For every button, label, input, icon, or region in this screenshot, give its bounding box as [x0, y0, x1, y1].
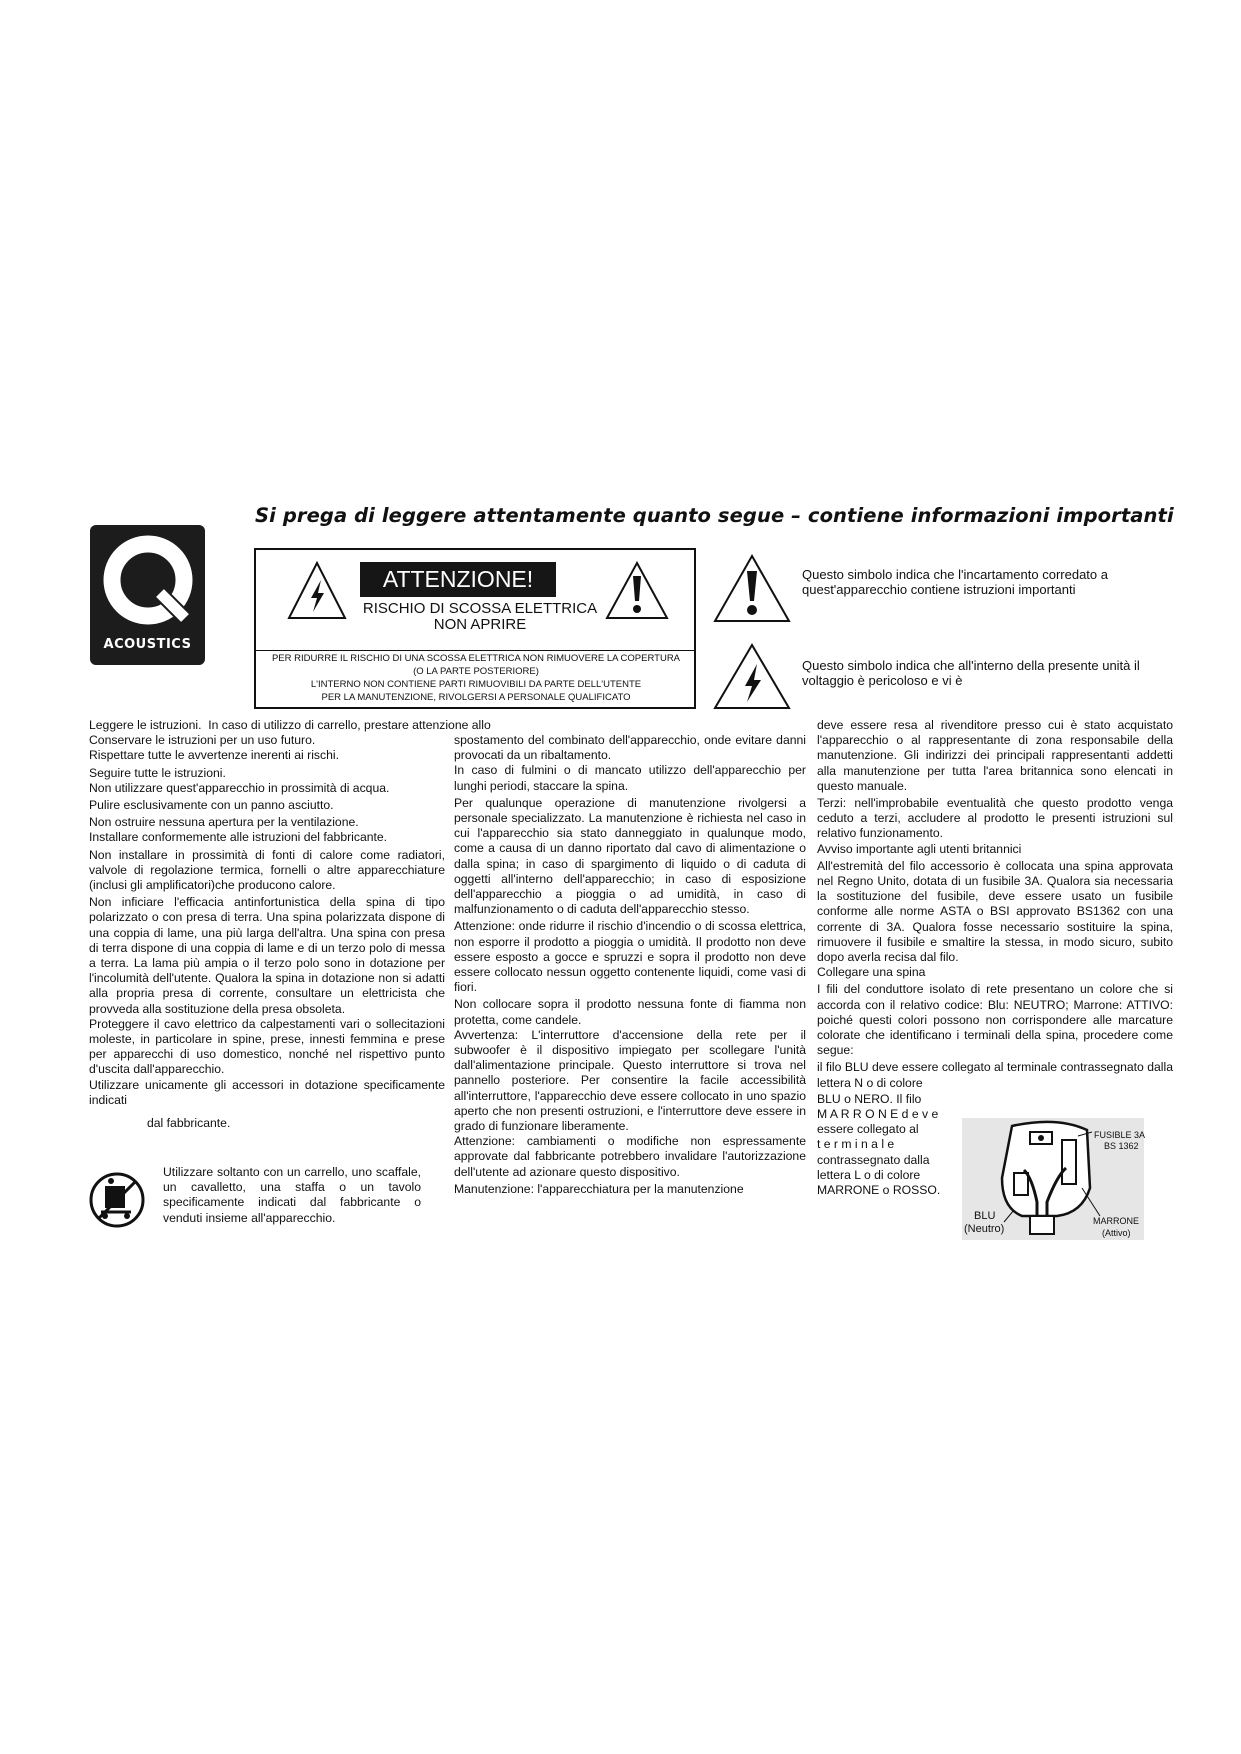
col3-para-return: deve essere resa al rivenditore presso cui è stato acquistato l'apparecchio o al rappresentante di zona responsabile della manutenzione. Gli indirizzi dei principali rappresentanti addetti alla manutenzione per tutta l'area britannica sono elencati in questo manuale.	[817, 718, 1173, 793]
col1-line-6: Pulire esclusivamente con un panno asciutto.	[89, 798, 334, 813]
blue-label: BLU	[974, 1210, 996, 1222]
col1-line-8: Installare conformemente alle istruzioni del fabbricante.	[89, 830, 388, 845]
logo-text: ACOUSTICS	[103, 637, 192, 652]
col1-line-7: Non ostruire nessuna apertura per la ventilazione.	[89, 815, 359, 830]
plug-diagram	[962, 1118, 1144, 1240]
col2-para-service: Per qualunque operazione di manutenzione rivolgersi a personale specializzato. La manutenzione è richiesta nel caso in cui l'apparecchio sia stato danneggiato in qualunque modo, come a causa di un danno riportato dal cavo di alimentazione o dalla spina; in caso di spargimento di liquido o di caduta di oggetti all'interno dell'apparecchio; in caso di esposizione dell'apparecchio a pioggia o ad umidità, in caso di malfunzionamento o di caduta dell'apparecchio stesso.	[454, 795, 806, 917]
col2-para-lightning: In caso di fulmini o di mancato utilizzo dell'apparecchio per lunghi periodi, staccare la spina.	[454, 763, 806, 793]
col3-line-g: MARRONE o ROSSO.	[817, 1183, 941, 1198]
col3-line-f: lettera L o di colore	[817, 1167, 921, 1182]
lightning-warning-icon-2	[712, 642, 792, 712]
col3-line-d: t e r m i n a l e	[817, 1137, 895, 1152]
box-text-3: L'INTERNO NON CONTIENE PARTI RIMUOVIBILI DA PARTE DELL'UTENTE	[310, 679, 642, 690]
lightning-warning-icon	[286, 560, 348, 622]
col1-line-3: Rispettare tutte le avvertenze inerenti ai rischi.	[89, 748, 339, 763]
col2-para-fire: Attenzione: onde ridurre il rischio d'incendio o di scossa elettrica, non esporre il prodotto a pioggia o umidità. Il prodotto non deve essere esposto a gocce e spruzzi e sopra il prodotto non deve essere collocato nessun oggetto contenente liquidi, come vasi di fiori.	[454, 919, 806, 995]
page-title: Si prega di leggere attentamente quanto segue – contiene informazioni importanti	[255, 504, 1174, 527]
column-2	[454, 733, 806, 1197]
fuse-label-2: BS 1362	[1104, 1141, 1139, 1151]
col3-line-c: essere collegato al	[817, 1122, 919, 1137]
box-text-1: PER RIDURRE IL RISCHIO DI UNA SCOSSA ELETTRICA NON RIMUOVERE LA COPERTURA	[271, 653, 681, 664]
box-text-4: PER LA MANUTENZIONE, RIVOLGERSI A PERSONALE QUALIFICATO	[321, 692, 631, 703]
col1-read-instructions: Leggere le istruzioni.	[89, 718, 202, 732]
brown-label: MARRONE	[1093, 1216, 1140, 1226]
attention-banner: ATTENZIONE!	[360, 562, 556, 597]
col3-plug-instructions	[817, 1092, 957, 1198]
col1-line-4: Seguire tutte le istruzioni.	[89, 765, 226, 780]
warning-box	[254, 548, 696, 709]
attention-line-2: NON APRIRE	[433, 616, 527, 633]
lightning-symbol-text: Questo simbolo indica che all'interno della presente unità il voltaggio è pericoloso e vi è	[802, 658, 1140, 688]
col1-cart-intro: In caso di utilizzo di carrello, prestare attenzione allo	[208, 718, 491, 732]
col2-para-switch: Avvertenza: L'interruttore d'accensione della rete per il subwoofer è il dispositivo impiegato per scollegare l'unità dall'alimentazione principale. Questo interruttore si trova nel pannello posteriore. Per consentire la facile accessibilità all'interruttore, l'apparecchio deve essere collocato in uno spazio aperto che non presenti ostruzioni, e l'interruttore deve essere in grado di funzionare liberamente.	[454, 1027, 806, 1134]
col1-para-heat: Non installare in prossimità di fonti di calore come radiatori, valvole di regolazione termica, fornelli o altre apparecchiature (inclusi gli amplificatori)che producono calore.	[89, 847, 445, 893]
col3-para-uk-notice: Avviso importante agli utenti britannici	[817, 841, 1022, 856]
col2-para-maintenance: Manutenzione: l'apparecchiatura per la manutenzione	[454, 1181, 744, 1196]
q-acoustics-logo	[90, 525, 205, 665]
box-text-2: (O LA PARTE POSTERIORE)	[413, 666, 539, 677]
col3-line-b: M A R R O N E d e v e	[817, 1107, 939, 1122]
col1-para-accessories-end: dal fabbricante.	[147, 1116, 231, 1131]
col1-para-plug: Non inficiare l'efficacia antinfortunistica della spina di tipo polarizzato o con presa di terra. Una spina polarizzata dispone di una coppia di lame, una più larga dell'altra. Una spina con presa di terra dispone di una coppia di lame e di un terzo polo di messa a terra. La lama più ampia o il terzo polo sono in dotazione per l'incolumità dell'utente. Qualora la spina in dotazione non si adatti alla propria presa di corrente, consultare un elettricista che provveda alla sostituzione della presa obsoleta.	[89, 895, 445, 1016]
col3-line-e: contrassegnato dalla	[817, 1152, 930, 1167]
q-logo-icon	[90, 525, 205, 635]
cart-warning-icon	[89, 1172, 145, 1228]
col2-para-flame: Non collocare sopra il prodotto nessuna fonte di fiamma non protetta, come candele.	[454, 997, 806, 1027]
col3-para-wires: I fili del conduttore isolato di rete presentano un colore che si accorda con il relativo codice: Blu: NEUTRO; Marrone: ATTIVO: poiché questi colori possono non corrispondere alle marcature colorate che identificano i terminali della spina, procedere come segue:	[817, 982, 1173, 1058]
neutral-label: (Neutro)	[964, 1223, 1005, 1235]
col1-line-1	[89, 718, 491, 733]
exclamation-symbol-text: Questo simbolo indica che l'incartamento corredato a quest'apparecchio contiene istruzioni importanti	[802, 567, 1108, 597]
col3-para-connect-heading: Collegare una spina	[817, 965, 926, 980]
col3-line-a: BLU o NERO. Il filo	[817, 1091, 922, 1106]
col3-para-fuse: All'estremità del filo accessorio è collocata una spina approvata nel Regno Unito, dotata di un fusibile 3A. Qualora sia necessaria la sostituzione del fusibile, deve essere usato un fusibile conforme alle norme ASTA o BSI approvato BS1362 con una corrente di 3A. Qualora fosse necessario sostituire la spina, rimuovere il fusibile e smaltire la stessa, in modo sicuro, subito dopo averla recisa dal filo.	[817, 858, 1173, 965]
exclamation-warning-icon-box	[604, 560, 670, 622]
col2-para-modifications: Attenzione: cambiamenti o modifiche non espressamente approvate dal fabbricante potrebbero invalidare l'autorizzazione dell'utente ad azionare questo dispositivo.	[454, 1134, 806, 1179]
col2-para-tipping: spostamento del combinato dell'apparecchio, onde evitare danni provocati da un ribaltamento.	[454, 733, 806, 763]
col1-para-cable: Proteggere il cavo elettrico da calpestamenti vari o sollecitazioni moleste, in particolare in spine, prese, innesti femmina e prese per apparecchi di uso domestico, nonché nel rispettivo punto d'uscita dall'apparecchio.	[89, 1016, 445, 1077]
col1-para-cart: Utilizzare soltanto con un carrello, uno scaffale, un cavalletto, una staffa o un tavolo specificamente indicati dal fabbricante o venduti insieme all'apparecchio.	[163, 1165, 421, 1225]
col3-para-blue: il filo BLU deve essere collegato al terminale contrassegnato dalla lettera N o di colore	[817, 1060, 1173, 1090]
col3-para-third-party: Terzi: nell'improbabile eventualità che questo prodotto venga ceduto a terzi, accludere al prodotto le presenti istruzioni sul relativo funzionamento.	[817, 796, 1173, 841]
exclamation-warning-icon	[712, 553, 792, 625]
col1-line-5: Non utilizzare quest'apparecchio in prossimità di acqua.	[89, 780, 390, 795]
box-divider	[256, 650, 694, 651]
col1-line-2: Conservare le istruzioni per un uso futuro.	[89, 733, 316, 748]
column-1	[89, 718, 491, 1131]
active-label: (Attivo)	[1102, 1228, 1131, 1238]
fuse-label-1: FUSIBLE 3A	[1094, 1130, 1146, 1140]
col1-para-accessories: Utilizzare unicamente gli accessori in dotazione specificamente indicati	[89, 1077, 445, 1107]
attention-line-1: RISCHIO DI SCOSSA ELETTRICA	[362, 600, 598, 617]
